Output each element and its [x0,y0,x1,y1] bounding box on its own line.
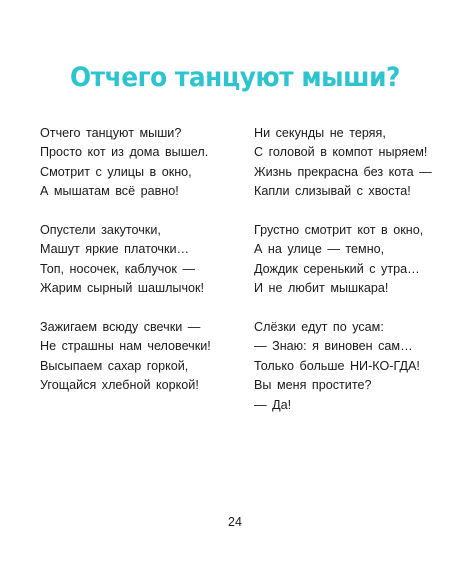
poem-line: С головой в компот ныряем! [254,145,428,160]
poem-line: Отчего танцуют мыши? [40,126,182,140]
poem-line: Угощайся хлебной коркой! [40,378,199,393]
stanza [254,221,454,299]
stanza [40,318,240,396]
poem-line: Смотрит с улицы в окно, [40,164,192,179]
poem-line: Просто кот из дома вышел. [40,145,209,160]
page-number: 24 [228,515,242,529]
poem-line: Только больше НИ-КО-ГДА! [254,358,420,373]
page-title: Отчего танцуют мыши? [70,62,400,94]
poem-line: Зажигаем всюду свечки — [40,320,201,335]
poem-line: И не любит мышкара! [254,281,389,296]
stanza [40,124,240,202]
poem-line: Слёзки едут по усам: [254,320,384,335]
poem-line: А на улице — темно, [254,242,385,257]
stanza [254,124,454,202]
poem-line: Вы меня простите? [254,378,372,393]
poem-line: Дождик серенький с утра… [254,261,420,276]
poem-line: Ни секунды не теряя, [254,126,386,140]
poem-line: А мышатам всё равно! [40,184,179,199]
stanza [254,318,454,415]
poem-line: Машут яркие платочки… [40,242,190,257]
poem-line: — Знаю: я виновен сам… [254,339,413,354]
poem-column-right [254,124,454,434]
poem-line: Жизнь прекрасна без кота — [254,164,432,179]
stanza [40,221,240,299]
poem-line: Опустели закуточки, [40,223,161,238]
poem-line: Капли слизывай с хвоста! [254,184,411,199]
poem-line: Топ, носочек, каблучок — [40,261,195,276]
poem-line: — Да! [254,397,292,412]
poem-line: Высыпаем сахар горкой, [40,358,189,373]
poem-line: Грустно смотрит кот в окно, [254,223,424,238]
poem-column-left [40,124,240,415]
poem-line: Не страшны нам человечки! [40,339,211,354]
poem-line: Жарим сырный шашлычок! [40,281,205,296]
